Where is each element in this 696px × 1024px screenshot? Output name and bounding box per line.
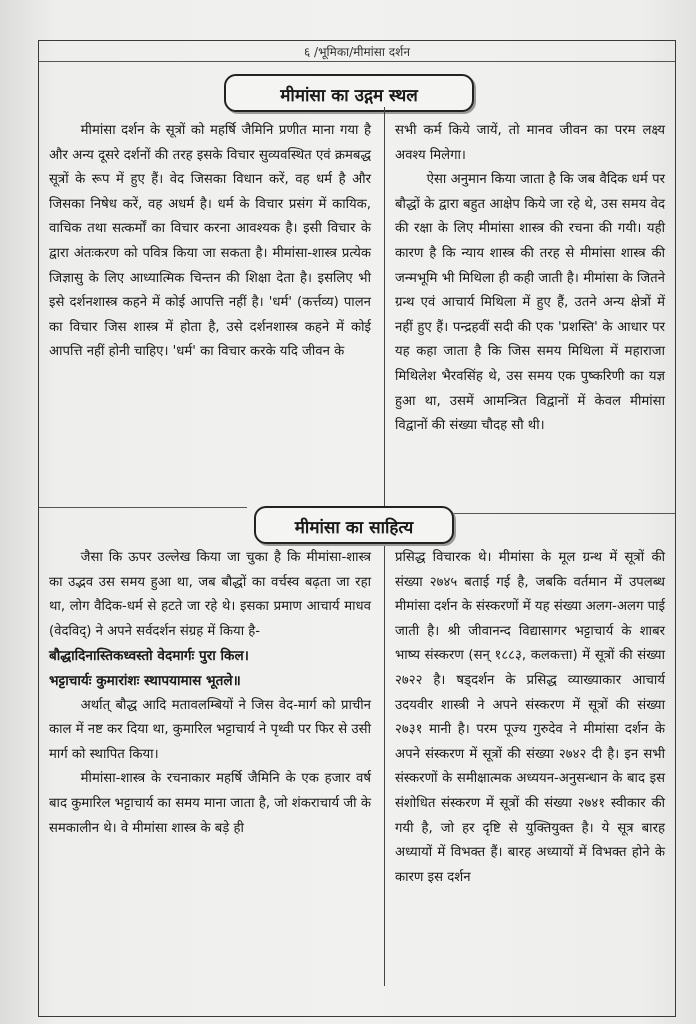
section2-left-intro: जैसा कि ऊपर उल्लेख किया जा चुका है कि मीमांसा-शास्त्र का उद्भव उस समय हुआ था, जब बौद्धों का वर्चस्व बढ़ता जा रहा था, लोग वैदिक-धर्म से हटते जा रहे थे। इसका प्रमाण आचार्य माधव (वेदविद्) ने अपने सर्वदर्शन संग्रह में किया है- (49, 550, 371, 639)
section2-left-after-verse: अर्थात् बौद्ध आदि मतावलम्बियों ने जिस वेद-मार्ग को प्राचीन काल में नष्ट कर दिया था, कुमारिल भट्टाचार्य ने पृथ्वी पर फिर से उसी मार्ग को स्थापित किया। (49, 697, 371, 762)
page-frame (38, 40, 676, 1017)
section1-left-paragraph: मीमांसा दर्शन के सूत्रों को महर्षि जैमिनि प्रणीत माना गया है और अन्य दूसरे दर्शनों की तरह इसके विचार सुव्यवस्थित एवं क्रमबद्ध सूत्रों के रूप में हुए हैं। वेद जिसका विधान करें, वह धर्म है और जिसका निषेध करें, वह अधर्म है। धर्म के विचार प्रसंग में कायिक, वाचिक तथा सत्कर्मों का विचार करना आवश्यक है। इसी विचार के द्वारा अंतःकरण को पवित्र किया जा सकता है। मीमांसा-शास्त्र प्रत्येक जिज्ञासु के लिए आध्यात्मिक चिन्तन की शिक्षा देता है। इसलिए भी इसे दर्शनशास्त्र कहने में कोई आपत्ति नहीं है। 'धर्म' (कर्त्तव्य) पालन का विचार जिस शास्त्र में होता है, उसे दर्शनशास्त्र कहने में कोई आपत्ति नहीं होनी चाहिए। 'धर्म' का विचार करके यदि जीवन के (49, 123, 371, 360)
verse-line-1: बौद्धादिनास्तिकध्वस्तो वेदमार्गः पुरा किल। (49, 648, 249, 665)
section1-right-paragraph-2: ऐसा अनुमान किया जाता है कि जब वैदिक धर्म पर बौद्धों के द्वारा बहुत आक्षेप किये जा रहे थे, उस समय वेद की रक्षा के लिए मीमांसा शास्त्र की रचना की गयी। यही कारण है कि न्याय शास्त्र की तरह से मीमांसा शास्त्र की जन्मभूमि भी मिथिला ही कही जाती है। मीमांसा के जितने ग्रन्थ एवं आचार्य मिथिला में हुए हैं, उतने अन्य क्षेत्रों में नहीं हुए हैं। पन्द्रहवीं सदी की एक 'प्रशस्ति' के आधार पर यह कहा जाता है कि जिस समय मिथिला में महाराजा मिथिलेश भैरवसिंह थे, उस समय एक पुष्करिणी का यज्ञ हुआ था, उसमें आमन्त्रित विद्वानों में केवल मीमांसा विद्वानों की संख्या चौदह सौ थी। (395, 172, 665, 434)
section2-right-paragraph: प्रसिद्ध विचारक थे। मीमांसा के मूल ग्रन्थ में सूत्रों की संख्या २७४५ बताई गई है, जबकि वर्तमान में उपलब्ध मीमांसा दर्शन के संस्करणों में यह संख्या अलग-अलग पाई जाती है। श्री जीवानन्द विद्यासागर भट्टाचार्य के शाबर भाष्य संस्करण (सन् १८८३, कलकत्ता) में सूत्रों की संख्या २७२२ है। षड्दर्शन के प्रसिद्ध व्याख्याकार आचार्य उदयवीर शास्त्री ने अपने संस्करण में सूत्रों की संख्या २७३१ मानी है। परम पूज्य गुरुदेव ने मीमांसा दर्शन के अपने संस्करण में सूत्रों की संख्या २७४२ दी है। इन सभी संस्करणों के समीक्षात्मक अध्ययन-अनुसन्धान के बाद इस संशोधित संस्करण में सूत्रों की संख्या २७४१ स्वीकार की गयी है, जो हर दृष्टि से युक्तियुक्त है। ये सूत्र बारह अध्यायों में विभक्त हैं। बारह अध्यायों में विभक्त होने के कारण इस दर्शन (395, 550, 665, 885)
section-separator-left (39, 507, 247, 508)
section2-right-column (395, 546, 665, 1016)
section1-right-column (395, 119, 665, 539)
column-divider-top (384, 107, 385, 511)
section-separator-right (439, 513, 675, 514)
section1-right-paragraph-1: सभी कर्म किये जायें, तो मानव जीवन का परम लक्ष्य अवश्य मिलेगा। (395, 123, 665, 163)
column-divider-bottom (384, 546, 385, 986)
section2-title: मीमांसा का साहित्य (254, 506, 454, 544)
section2-left-column (49, 546, 371, 1016)
running-head: ६ /भूमिका/मीमांसा दर्शन (304, 45, 410, 59)
section1-left-column (49, 119, 371, 539)
section2-left-last: मीमांसा-शास्त्र के रचनाकार महर्षि जैमिनि के एक हजार वर्ष बाद कुमारिल भट्टाचार्य का समय माना जाता है, जो शंकराचार्य जी के समकालीन थे। वे मीमांसा शास्त्र के बड़े ही (49, 771, 371, 836)
verse-line-2: भट्टाचार्यः कुमारांशः स्थापयामास भूतले॥ (49, 672, 241, 689)
header-rule (39, 61, 675, 62)
section1-title: मीमांसा का उद्गम स्थल (224, 74, 474, 112)
